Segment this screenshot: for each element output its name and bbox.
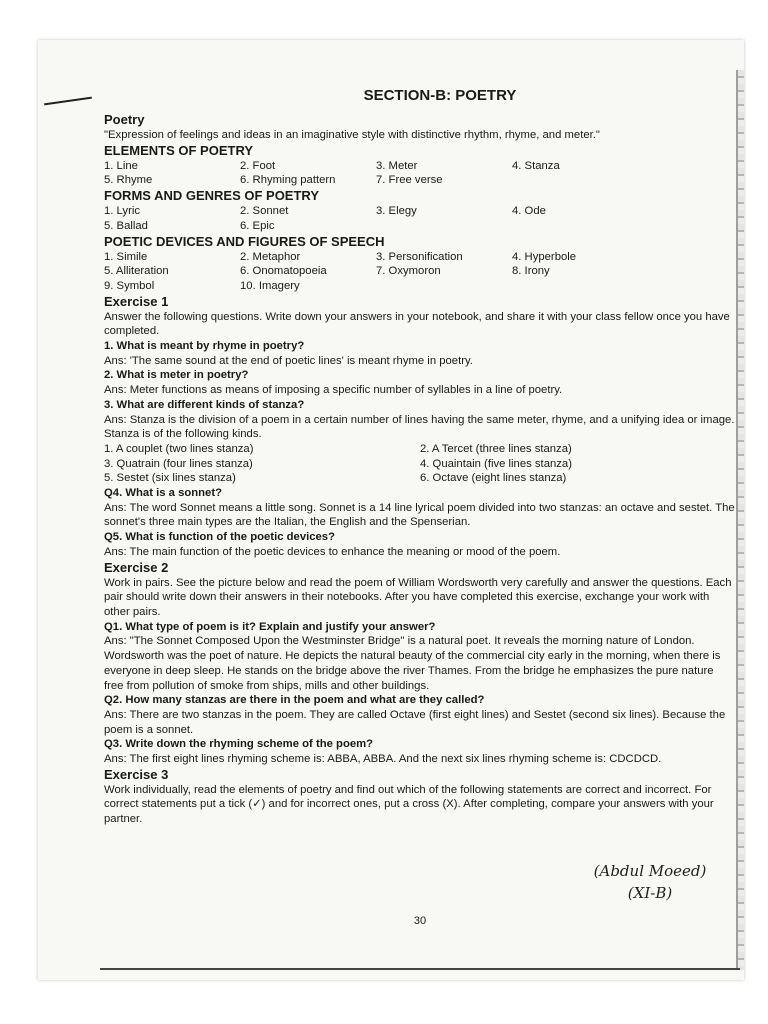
exercise-1-answer-5: Ans: The main function of the poetic devices to enhance the meaning or mood of the poem. bbox=[104, 545, 561, 558]
list-item: 3. Quatrain (four lines stanza) bbox=[104, 457, 253, 470]
exercise-1-heading: Exercise 1 bbox=[104, 293, 169, 309]
list-item bbox=[512, 279, 672, 294]
page-edge-shadow bbox=[736, 70, 744, 970]
list-item bbox=[376, 279, 512, 294]
exercise-1-question-2: 2. What is meter in poetry? bbox=[104, 369, 249, 382]
list-item: 5. Alliteration bbox=[104, 265, 169, 278]
list-item: 5. Ballad bbox=[104, 219, 148, 232]
list-item: 2. A Tercet (three lines stanza) bbox=[420, 442, 572, 455]
list-item: 2. Sonnet bbox=[240, 205, 289, 218]
list-item: 6. Onomatopoeia bbox=[240, 265, 327, 278]
elements-list bbox=[104, 159, 736, 188]
list-item bbox=[376, 219, 512, 234]
list-item: 7. Free verse bbox=[376, 174, 443, 187]
list-item: 3. Personification bbox=[376, 250, 463, 263]
exercise-1-question-4: Q4. What is a sonnet? bbox=[104, 487, 223, 500]
exercise-1-answer-3: Ans: Stanza is the division of a poem in a certain number of lines having the same meter, rhyme, and a unifying idea or image. Stanza is of the following kinds. bbox=[104, 413, 735, 441]
list-item: 7. Oxymoron bbox=[376, 265, 441, 278]
list-item: 10. Imagery bbox=[240, 279, 300, 292]
list-item: 6. Epic bbox=[240, 219, 275, 232]
list-item: 1. Line bbox=[104, 159, 138, 172]
stanza-kinds-list bbox=[104, 442, 736, 486]
handwritten-signature bbox=[580, 860, 720, 904]
exercise-3-intro: Work individually, read the elements of poetry and find out which of the following statements are correct and incorrect. For correct statements put a tick (✓) and for incorrect ones, put a cross (X). After completing, compare your answers with your partner. bbox=[104, 783, 714, 826]
elements-heading: ELEMENTS OF POETRY bbox=[104, 142, 254, 158]
devices-list bbox=[104, 250, 736, 294]
page-bottom-edge bbox=[100, 968, 740, 974]
exercise-1-question-5: Q5. What is function of the poetic devices? bbox=[104, 531, 335, 544]
list-item: 1. Simile bbox=[104, 250, 148, 263]
list-item: 4. Ode bbox=[512, 205, 546, 218]
list-item: 2. Foot bbox=[240, 159, 276, 172]
list-item: 9. Symbol bbox=[104, 279, 155, 292]
forms-list bbox=[104, 204, 736, 233]
signature-name: (Abdul Moeed) bbox=[593, 862, 707, 880]
page-number: 30 bbox=[413, 915, 427, 927]
list-item: 6. Rhyming pattern bbox=[240, 174, 336, 187]
exercise-1-answer-1: Ans: 'The same sound at the end of poetic lines' is meant rhyme in poetry. bbox=[104, 354, 473, 367]
exercise-2-answer-3: Ans: The first eight lines rhyming scheme is: ABBA, ABBA. And the next six lines rhyming scheme is: CDCDCD. bbox=[104, 753, 662, 766]
list-item: 4. Quaintain (five lines stanza) bbox=[420, 457, 572, 470]
exercise-2-question-3: Q3. Write down the rhyming scheme of the poem? bbox=[104, 738, 374, 751]
list-item: 8. Irony bbox=[512, 265, 550, 278]
devices-heading: POETIC DEVICES AND FIGURES OF SPEECH bbox=[104, 233, 385, 249]
exercise-2-intro: Work in pairs. See the picture below and read the poem of William Wordsworth very carefully and answer the questions. Each pair should write down their answers in their notebooks. After you have completed this exercise, exchange your work with other pairs. bbox=[104, 576, 732, 618]
section-title: SECTION-B: POETRY bbox=[363, 87, 517, 104]
exercise-2-heading: Exercise 2 bbox=[104, 559, 169, 575]
exercise-1-question-1: 1. What is meant by rhyme in poetry? bbox=[104, 340, 305, 353]
exercise-2-question-2: Q2. How many stanzas are there in the poem and what are they called? bbox=[104, 694, 485, 707]
exercise-1-answer-2: Ans: Meter functions as means of imposing a specific number of syllables in a line of poetry. bbox=[104, 384, 563, 397]
exercise-3-heading: Exercise 3 bbox=[104, 766, 169, 782]
list-item bbox=[512, 173, 672, 188]
list-item: 1. Lyric bbox=[104, 205, 140, 218]
list-item: 4. Hyperbole bbox=[512, 250, 577, 263]
signature-class: (XI-B) bbox=[627, 884, 673, 902]
list-item: 4. Stanza bbox=[512, 159, 560, 172]
page-content bbox=[104, 86, 736, 827]
exercise-2-answer-2: Ans: There are two stanzas in the poem. They are called Octave (first eight lines) and Sestet (second six lines). Because the poem is a sonnet. bbox=[104, 708, 726, 736]
exercise-1-question-3: 3. What are different kinds of stanza? bbox=[104, 398, 305, 411]
list-item: 2. Metaphor bbox=[240, 250, 301, 263]
list-item: 5. Sestet (six lines stanza) bbox=[104, 472, 236, 485]
exercise-1-answer-4: Ans: The word Sonnet means a little song. Sonnet is a 14 line lyrical poem divided into two stanzas: an octave and sestet. The sonnet's three main types are the Italian, the English and the Spenserian. bbox=[104, 501, 735, 529]
list-item: 5. Rhyme bbox=[104, 174, 153, 187]
list-item: 1. A couplet (two lines stanza) bbox=[104, 442, 254, 455]
list-item bbox=[512, 219, 672, 234]
poetry-heading: Poetry bbox=[104, 112, 145, 127]
exercise-1-intro: Answer the following questions. Write down your answers in your notebook, and share it with your class fellow once you have completed. bbox=[104, 310, 730, 338]
exercise-2-answer-1: Ans: "The Sonnet Composed Upon the Westminster Bridge" is a natural poet. It reveals the morning nature of London. Wordsworth was the poet of nature. He depicts the natural beauty of the commercial city early in the morning, when there is everyone in deep sleep. He stands on the bridge above the river Thames. From the bridge he emphasizes the pure nature free from pollution of smoke from ships, mills and other buildings. bbox=[104, 635, 721, 692]
list-item: 3. Elegy bbox=[376, 205, 417, 218]
list-item: 3. Meter bbox=[376, 159, 418, 172]
forms-heading: FORMS AND GENRES OF POETRY bbox=[104, 188, 319, 204]
list-item: 6. Octave (eight lines stanza) bbox=[420, 472, 567, 485]
exercise-2-question-1: Q1. What type of poem is it? Explain and justify your answer? bbox=[104, 620, 436, 633]
poetry-definition: "Expression of feelings and ideas in an imaginative style with distinctive rhythm, rhyme, and meter." bbox=[104, 129, 600, 141]
